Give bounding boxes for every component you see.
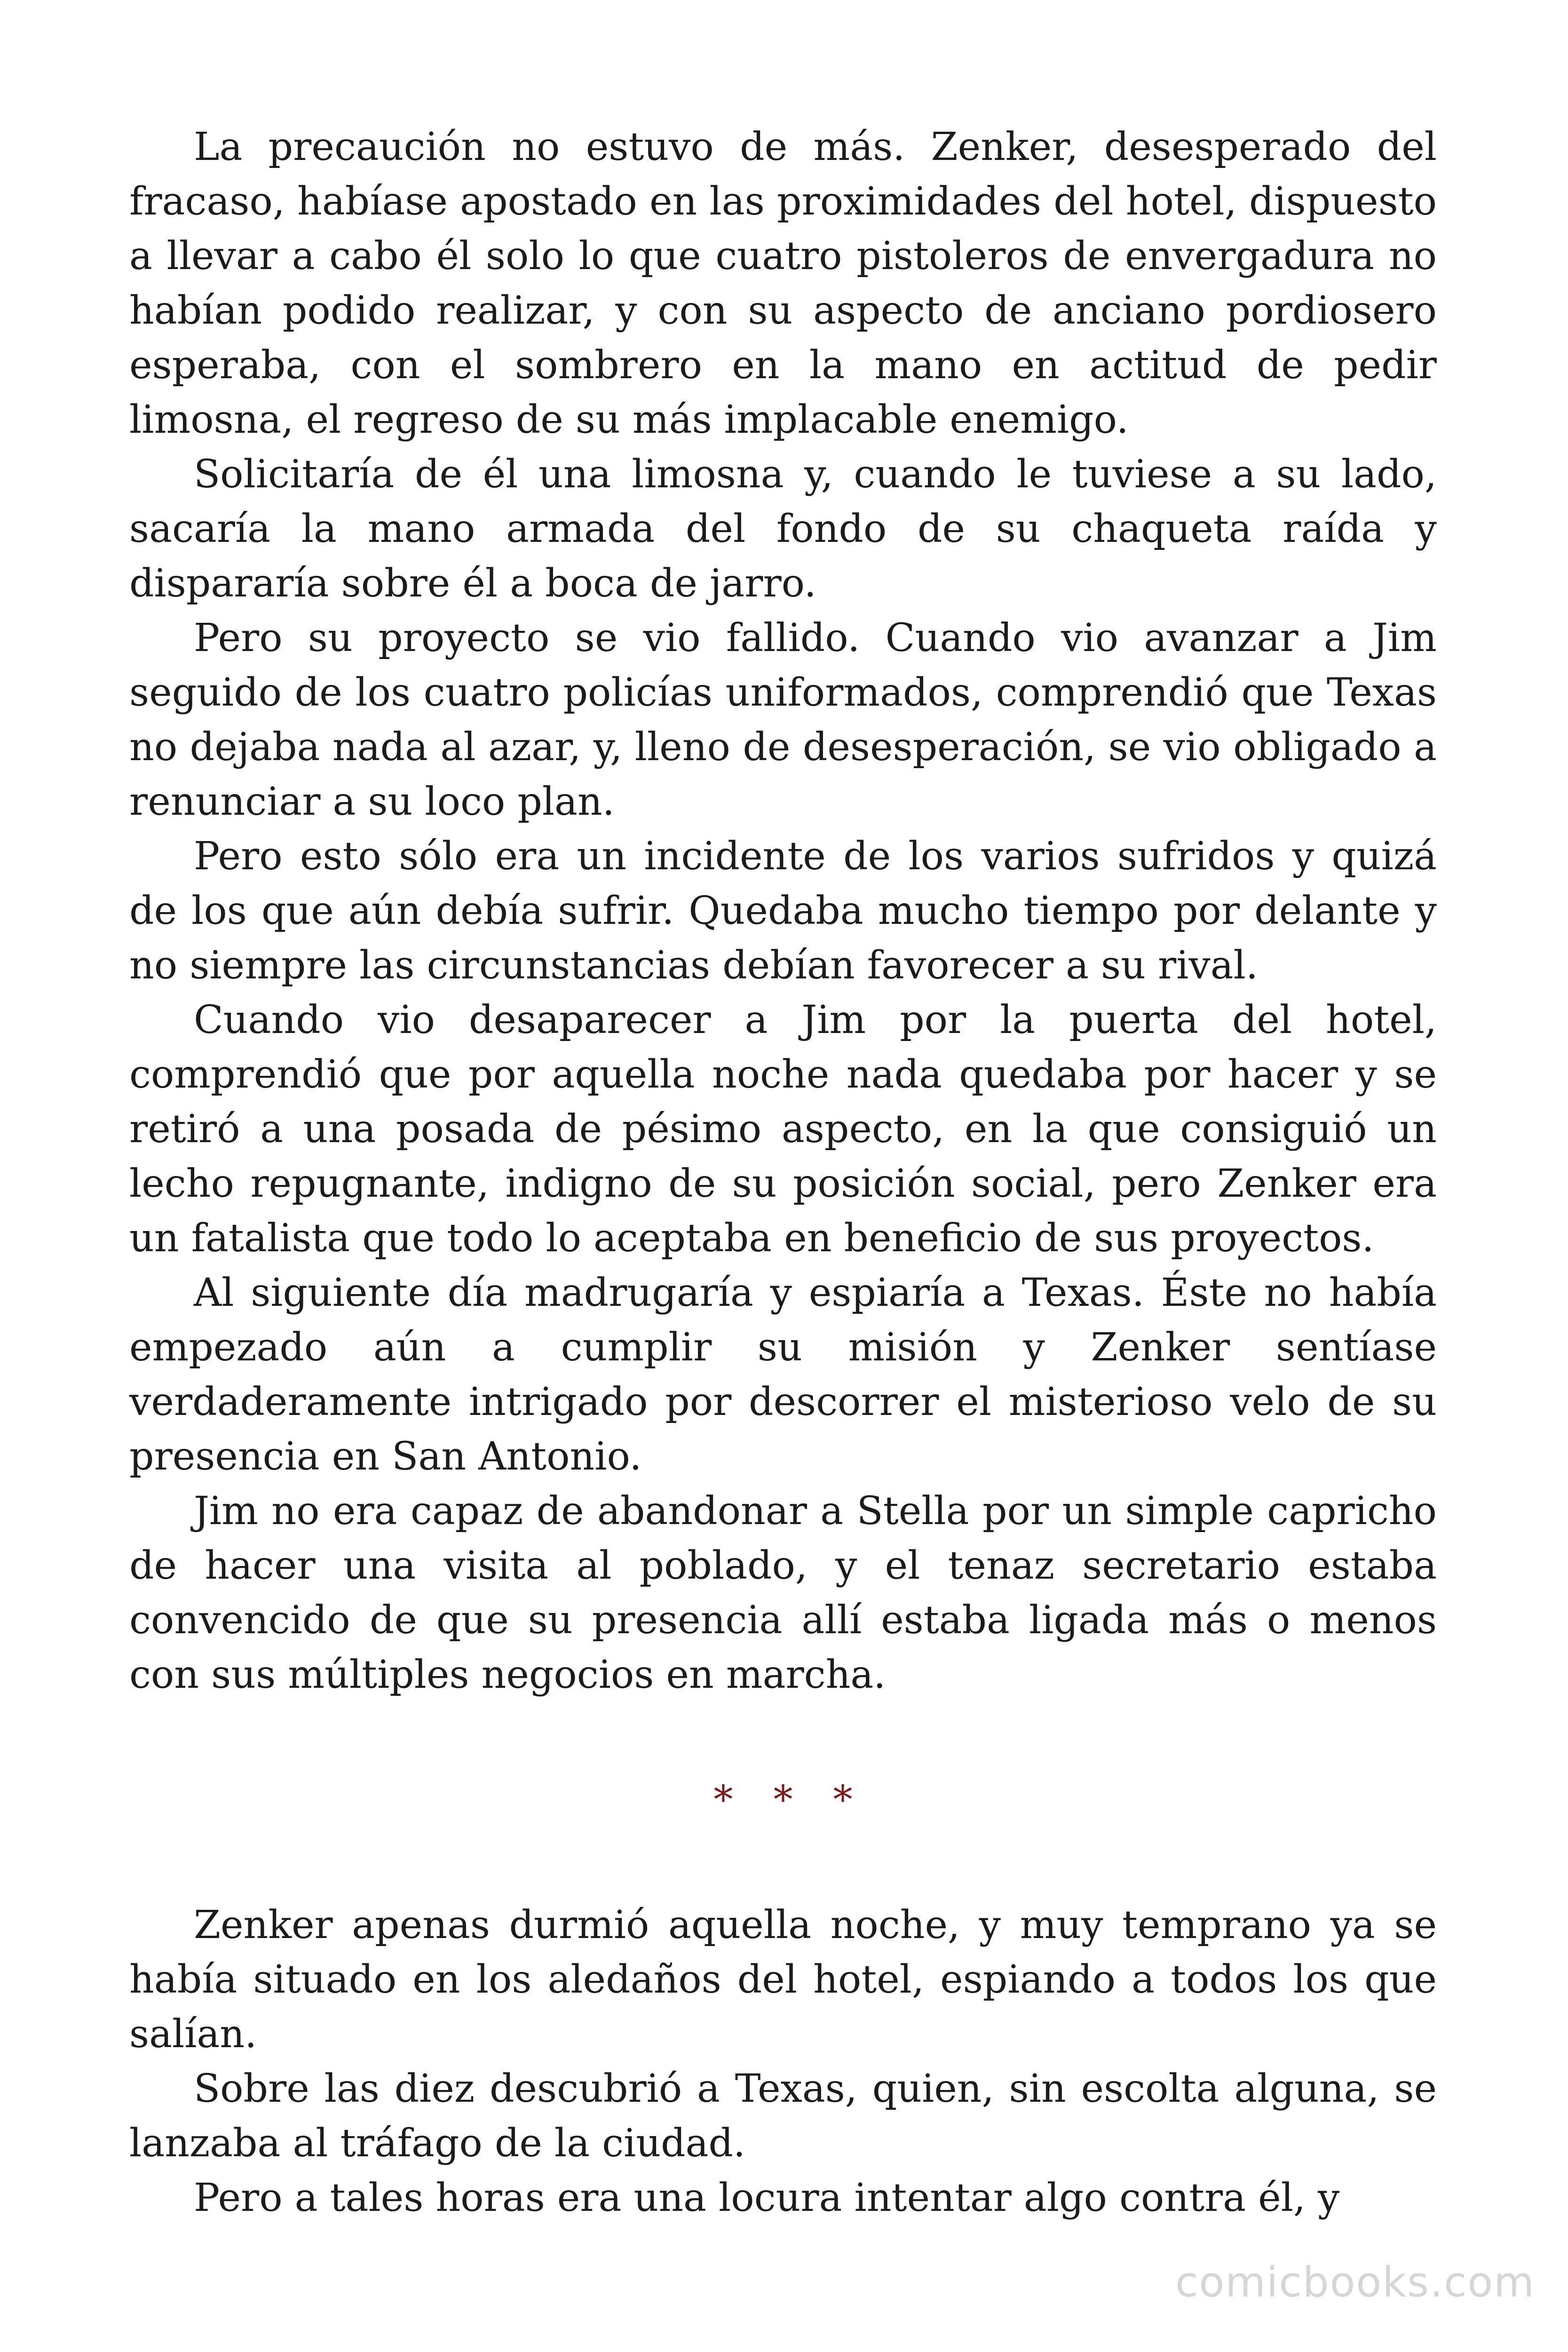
- paragraph: Pero su proyecto se vio fallido. Cuando vio avanzar a Jim seguido de los cuatro policías uniformados, comprendió que Texas no dejaba nada al azar, y, lleno de desesperación, se vio obligado a renunciar a su loco plan.: [129, 616, 1437, 824]
- paragraph: Al siguiente día madrugaría y espiaría a Texas. Éste no había empezado aún a cumplir su misión y Zenker sentíase verdaderamente intrigado por descorrer el misterioso velo de su presencia en San Antonio.: [129, 1271, 1437, 1479]
- paragraph: Cuando vio desaparecer a Jim por la puerta del hotel, comprendió que por aquella noche nada quedaba por hacer y se retiró a una posada de pésimo aspecto, en la que consiguió un lecho repugnante, indigno de su posición social, pero Zenker era un fatalista que todo lo aceptaba en beneficio de sus proyectos.: [129, 998, 1437, 1261]
- watermark: comicbooks.com: [1175, 2258, 1535, 2306]
- paragraph: Pero esto sólo era un incidente de los varios sufridos y quizá de los que aún debía sufrir. Quedaba mucho tiempo por delante y no siempre las circunstancias debían favorecer a su rival.: [129, 834, 1437, 988]
- paragraph: Zenker apenas durmió aquella noche, y muy temprano ya se había situado en los aledaños del hotel, espiando a todos los que salían.: [129, 1903, 1437, 2057]
- paragraph: Sobre las diez descubrió a Texas, quien, sin escolta alguna, se lanzaba al tráfago de la ciudad.: [129, 2066, 1437, 2166]
- section-separator: * * *: [713, 1778, 867, 1822]
- page-body: [129, 120, 1437, 2225]
- paragraph: Pero a tales horas era una locura intentar algo contra él, y: [194, 2176, 1340, 2220]
- paragraph: Jim no era capaz de abandonar a Stella por un simple capricho de hacer una visita al poblado, y el tenaz secretario estaba convencido de que su presencia allí estaba ligada más o menos con sus múltiples negocios en marcha.: [129, 1489, 1437, 1697]
- paragraph: La precaución no estuvo de más. Zenker, desesperado del fracaso, habíase apostado en las proximidades del hotel, dispuesto a llevar a cabo él solo lo que cuatro pistoleros de envergadura no habían podido realizar, y con su aspecto de anciano pordiosero esperaba, con el sombrero en la mano en actitud de pedir limosna, el regreso de su más implacable enemigo.: [129, 125, 1437, 442]
- paragraph: Solicitaría de él una limosna y, cuando le tuviese a su lado, sacaría la mano armada del fondo de su chaqueta raída y dispararía sobre él a boca de jarro.: [129, 452, 1437, 606]
